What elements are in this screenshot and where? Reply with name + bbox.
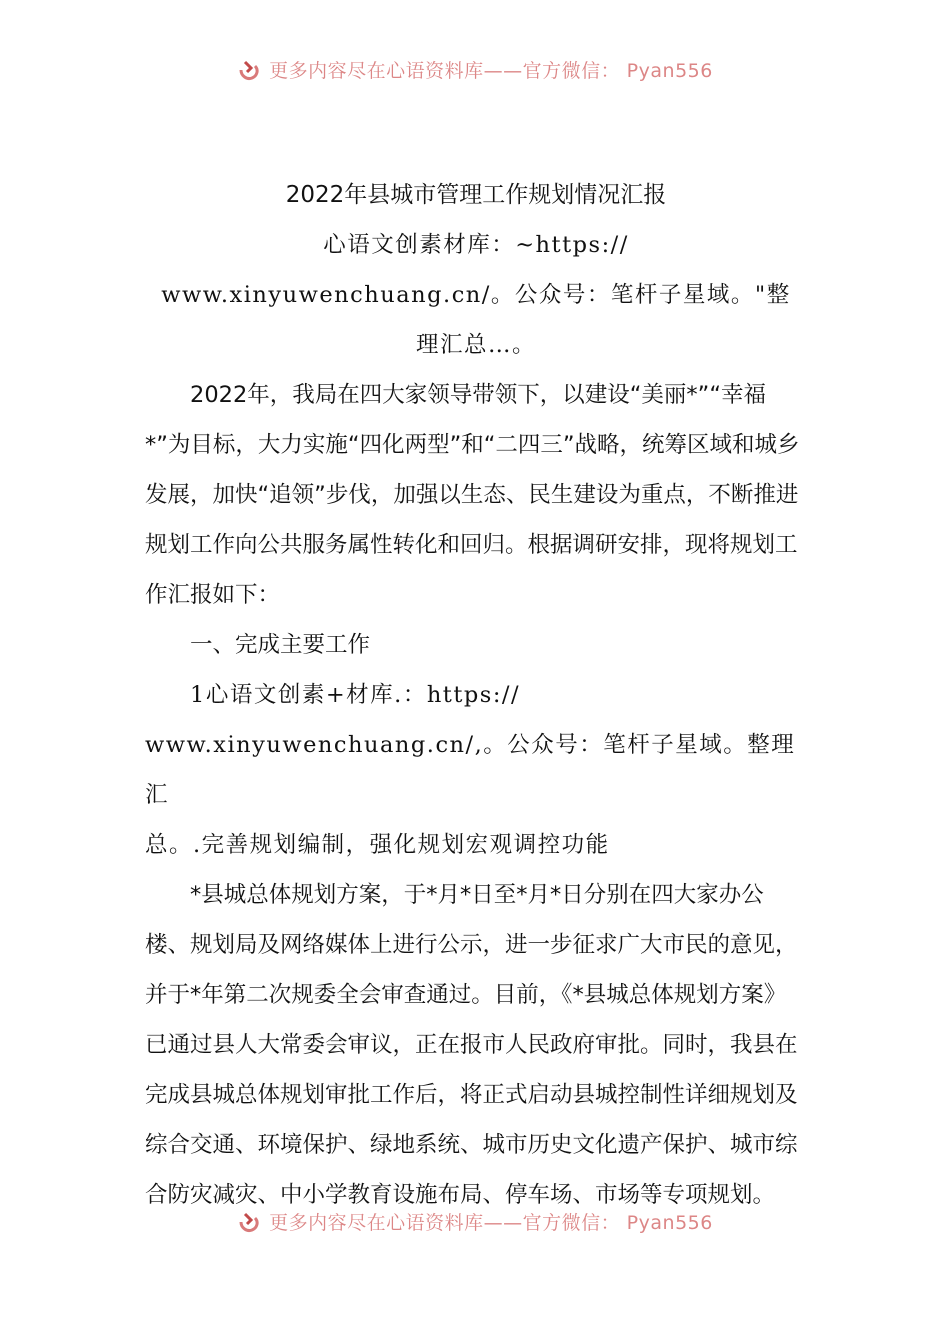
source-line-2: www.xinyuwenchuang.cn/。公众号：笔杆子星域。"整 bbox=[161, 282, 791, 308]
section-heading: 一、完成主要工作 bbox=[190, 632, 371, 658]
document-body bbox=[145, 170, 807, 1220]
intro-paragraph: 2022年，我局在四大家领导带领下，以建设“美丽*”“幸福*”为目标，大力实施“四化两型”和“二四三”战略，统筹区域和城乡发展，加快“追领”步伐，加强以生态、民生建设为重点，不断推进规划工作向公共服务属性转化和回归。根据调研安排，现将规划工作汇报如下： bbox=[145, 382, 800, 608]
source-line-3: 理汇总…。 bbox=[415, 332, 536, 358]
subsection-line-1: 1心语文创素+材库.：https:// bbox=[190, 682, 521, 708]
watermark-text: 更多内容尽在心语资料库——官方微信： Pyan556 bbox=[269, 1211, 713, 1234]
watermark-text: 更多内容尽在心语资料库——官方微信： Pyan556 bbox=[269, 59, 713, 82]
document-title: 2022年县城市管理工作规划情况汇报 bbox=[285, 182, 667, 208]
watermark-logo-icon bbox=[237, 56, 263, 82]
source-line-1: 心语文创素材库：~https:// bbox=[323, 232, 629, 258]
subsection-line-3: 总。.完善规划编制，强化规划宏观调控功能 bbox=[145, 832, 610, 858]
body-paragraph: *县城总体规划方案，于*月*日至*月*日分别在四大家办公楼、规划局及网络媒体上进行公示，进一步征求广大市民的意见，并于*年第二次规委全会审查通过。目前，《*县城总体规划方案》已通过县人大常委会审议，正在报市人民政府审批。同时，我县在完成县城总体规划审批工作后，将正式启动县城控制性详细规划及综合交通、环境保护、绿地系统、城市历史文化遗产保护、城市综合防灾减灾、中小学教育设施布局、停车场、市场等专项规划。 bbox=[145, 882, 798, 1208]
watermark-logo-icon bbox=[237, 1208, 263, 1234]
subsection-line-2: www.xinyuwenchuang.cn/,。公众号：笔杆子星域。整理汇 bbox=[145, 732, 796, 808]
watermark-footer bbox=[0, 1206, 950, 1236]
watermark-header bbox=[0, 54, 950, 84]
